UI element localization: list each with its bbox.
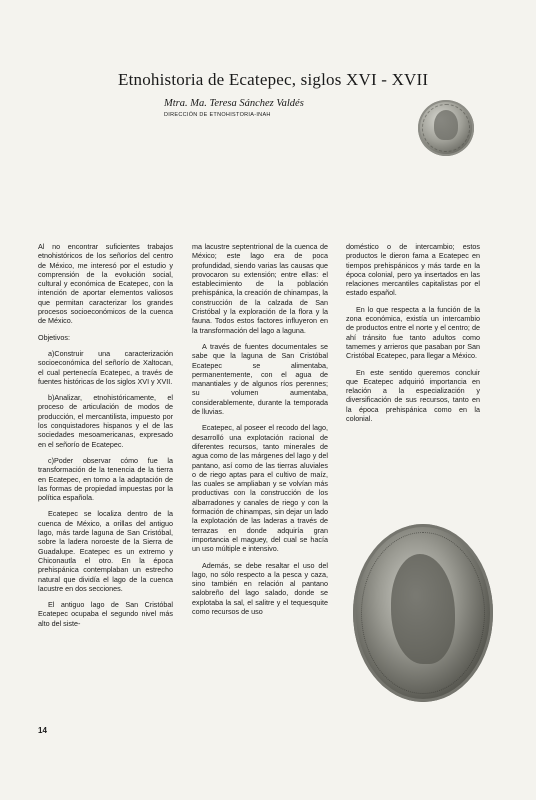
paragraph: Ecatepec, al poseer el recodo del lago, desarrolló una explotación racional de diferentes recursos, tanto minerales de agua como de las márgenes del lago y del pantano, así como de las tierras aluviales o de riego aptas para el cultivo de maíz, las cuales se ampliaban y se volvían más productivas con la construcción de los albarradones y canales de riego y con la formación de chinampas, sin dejar un lado la explotación de las laderas a través de terrazas en donde adquiría gran importancia el maguey, del cual se hacía un uso múltiple e intensivo.	[192, 423, 328, 554]
medallion-head	[434, 110, 458, 140]
paragraph: b)Analizar, etnohistóricamente, el proceso de articulación de modos de producción, el mercantilista, impuesto por los conquistadores hispanos y el de las sociedades mesoamericanas, expresado en el señorío de Ecatepec.	[38, 393, 173, 449]
paragraph: c)Poder observar cómo fue la transformación de la tenencia de la tierra en Ecatepec, en torno a la adaptación de las formas de propiedad impuestas por la política española.	[38, 455, 173, 503]
page-number: 14	[38, 726, 47, 735]
paragraph: A través de fuentes documentales se sabe que la laguna de San Cristóbal Ecatepec se alimentaba, permanentemente, con el agua de manantiales y de algunos ríos perennes; su volumen aumentaba, considerablemente, durante la temporada de lluvias.	[192, 341, 328, 417]
coin-portrait-image	[353, 524, 493, 702]
paragraph: ma lacustre septentrional de la cuenca de México; este lago era de poca profundidad, siendo varias las causas que provocaron su extensión; entre ellas: el establecimiento de la población prehispánica, la creación de chinampas, la construcción de la calzada de San Cristóbal y la exploración de la flora y la fauna. Todos estos factores influyeron en la transformación del lago a laguna.	[192, 242, 328, 335]
text-column-3	[346, 242, 480, 430]
paragraph: a)Construir una caracterización socioeconómica del señorío de Xaltocan, el cual pertenecía Ecatepec, a través de fuentes históricas de los siglos XVI y XVII.	[38, 348, 173, 386]
author-affiliation: DIRECCIÓN DE ETNOHISTORIA-INAH	[164, 112, 271, 118]
paragraph: Ecatepec se localiza dentro de la cuenca de México, a orillas del antiguo lago, más tarde laguna de San Cristóbal, sobre la ladera noroeste de la Sierra de Guadalupe. Ecatepec es un extremo y Chiconautla el otro. En la época prehispánica contemplaban un estrecho natural que dividía el lago de la cuenca lacustre en dos secciones.	[38, 509, 173, 593]
portrait-medallion-image	[418, 100, 474, 156]
paragraph: En lo que respecta a la función de la zona económica, existía un intercambio de productos entre el norte y el centro; de ahí tránsito fue tanto adultos como tamemes y arrieros que pasaban por San Cristóbal Ecatepec, para llegar a México.	[346, 304, 480, 361]
author-name: Mtra. Ma. Teresa Sánchez Valdés	[164, 98, 304, 109]
paragraph: doméstico o de intercambio; estos productos le dieron fama a Ecatepec en tiempos prehispánicos y más tarde en la época colonial, pero ya insertados en las relaciones mercantiles capitalistas por el estado español.	[346, 242, 480, 298]
article-title: Etnohistoria de Ecatepec, siglos XVI - XVII	[118, 70, 429, 89]
section-heading-objetivos: Objetivos:	[38, 332, 70, 342]
text-column-1	[38, 242, 173, 635]
paragraph: El antiguo lago de San Cristóbal Ecatepec ocupaba el segundo nivel más alto del siste-	[38, 600, 173, 628]
text-column-2	[192, 242, 328, 623]
paragraph: Al no encontrar suficientes trabajos etnohistóricos de los señoríos del centro de México, me interesó por el estudio y comprensión de la evolución social, cultural y económica de Ecatepec, con la intención de aportar elementos valiosos que permitan caracterizar los grandes procesos socioeconómicos de la cuenca de México.	[38, 242, 173, 326]
paragraph: Además, se debe resaltar el uso del lago, no sólo respecto a la pesca y caza, sino también en relación al pantano salobreño del lago salado, donde se explotaba la sal, el salitre y el tequesquite como recursos de uso	[192, 560, 328, 616]
paragraph: En este sentido queremos concluir que Ecatepec adquirió importancia en relación a la especialización y diversificación de sus recursos, tanto en la época prehispánica como en la colonial.	[346, 367, 480, 424]
